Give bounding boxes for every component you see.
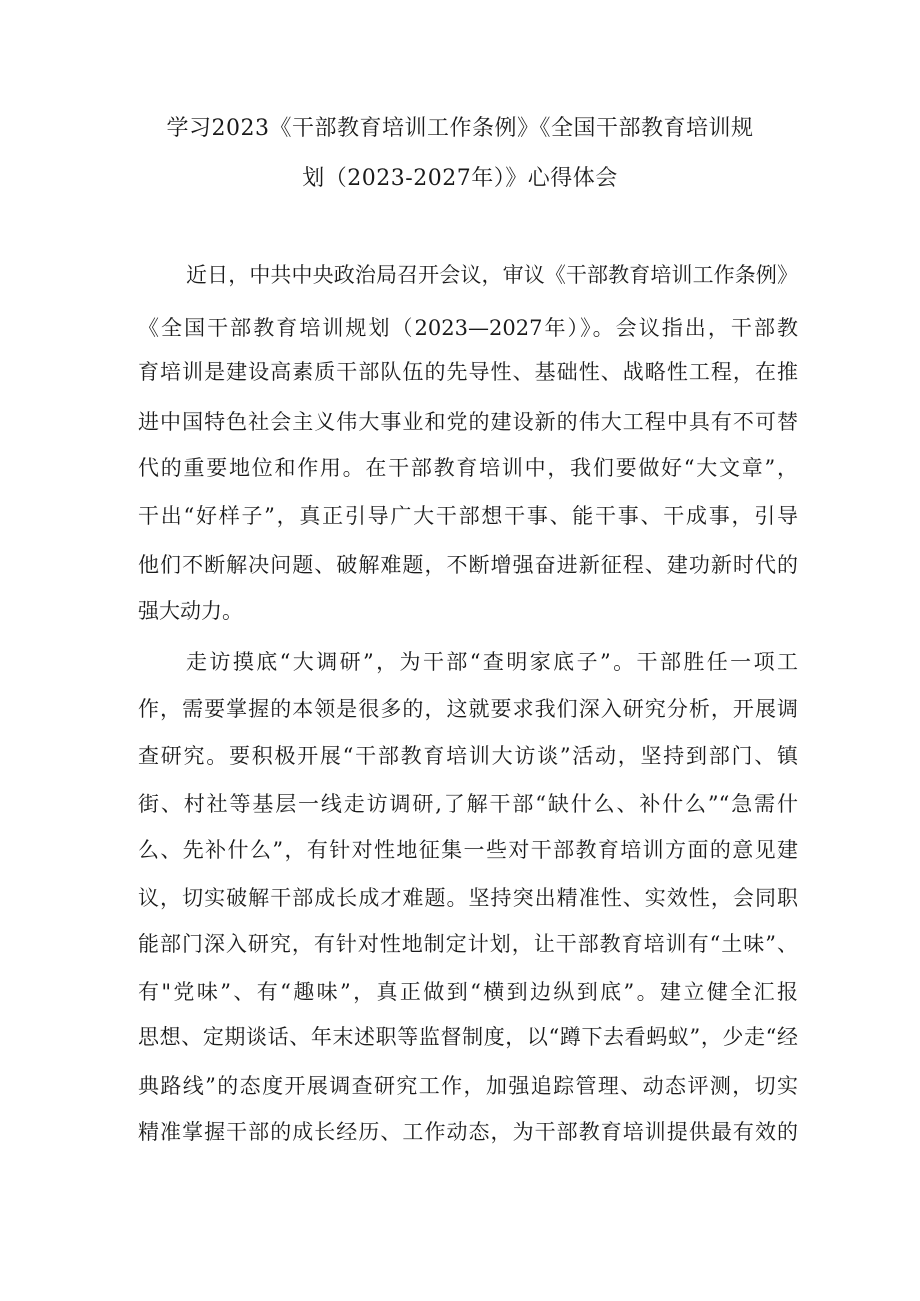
paragraph-2-line-10: 典路线”的态度开展调查研究工作，加强追踪管理、动态评测，切实 [138,1074,798,1098]
paragraph-1-line-1: 近日，中共中央政治局召开会议，审议《干部教育培训工作条例》 [186,263,798,287]
paragraph-2-line-7: 能部门深入研究，有针对性地制定计划，让干部教育培训有“土味”、 [138,932,798,956]
paragraph-2-line-5: 么、先补什么”，有针对性地征集一些对干部教育培训方面的意见建 [138,838,798,862]
document-title-line-2: 划（2023-2027年）》心得体会 [302,166,618,191]
paragraph-1-line-7: 他们不断解决问题、破解难题，不断增强奋进新征程、建功新时代的 [138,553,798,577]
paragraph-1-line-2: 《全国干部教育培训规划（2023—2027年）》。会议指出，干部教 [138,316,798,340]
paragraph-1-line-3: 育培训是建设高素质干部队伍的先导性、基础性、战略性工程，在推 [138,360,798,384]
paragraph-2-line-3: 查研究。要积极开展“干部教育培训大访谈”活动，坚持到部门、镇 [138,744,798,768]
paragraph-2-line-11: 精准掌握干部的成长经历、工作动态，为干部教育培训提供最有效的 [138,1120,798,1144]
paragraph-1-line-6: 干出“好样子”，真正引导广大干部想干事、能干事、干成事，引导 [138,504,798,528]
paragraph-2-line-6: 议，切实破解干部成长成才难题。坚持突出精准性、实效性，会同职 [138,886,798,910]
paragraph-2-line-1: 走访摸底“大调研”，为干部“查明家底子”。干部胜任一项工 [186,650,798,674]
paragraph-2-line-9: 思想、定期谈话、年末述职等监督制度，以“蹲下去看蚂蚁”，少走“经 [138,1025,798,1049]
paragraph-1-line-5: 代的重要地位和作用。在干部教育培训中，我们要做好“大文章”， [138,456,798,480]
document-title-line-1: 学习2023《干部教育培训工作条例》《全国干部教育培训规 [166,116,754,141]
paragraph-2-line-4: 街、村社等基层一线走访调研,了解干部“缺什么、补什么”“急需什 [138,792,798,816]
paragraph-2-line-2: 作，需要掌握的本领是很多的，这就要求我们深入研究分析，开展调 [138,697,798,721]
paragraph-1-line-4: 进中国特色社会主义伟大事业和党的建设新的伟大工程中具有不可替 [138,410,798,434]
paragraph-1-line-8: 强大动力。 [138,599,243,623]
paragraph-2-line-8: 有"党味”、有“趣味”，真正做到“横到边纵到底”。建立健全汇报 [138,980,798,1004]
